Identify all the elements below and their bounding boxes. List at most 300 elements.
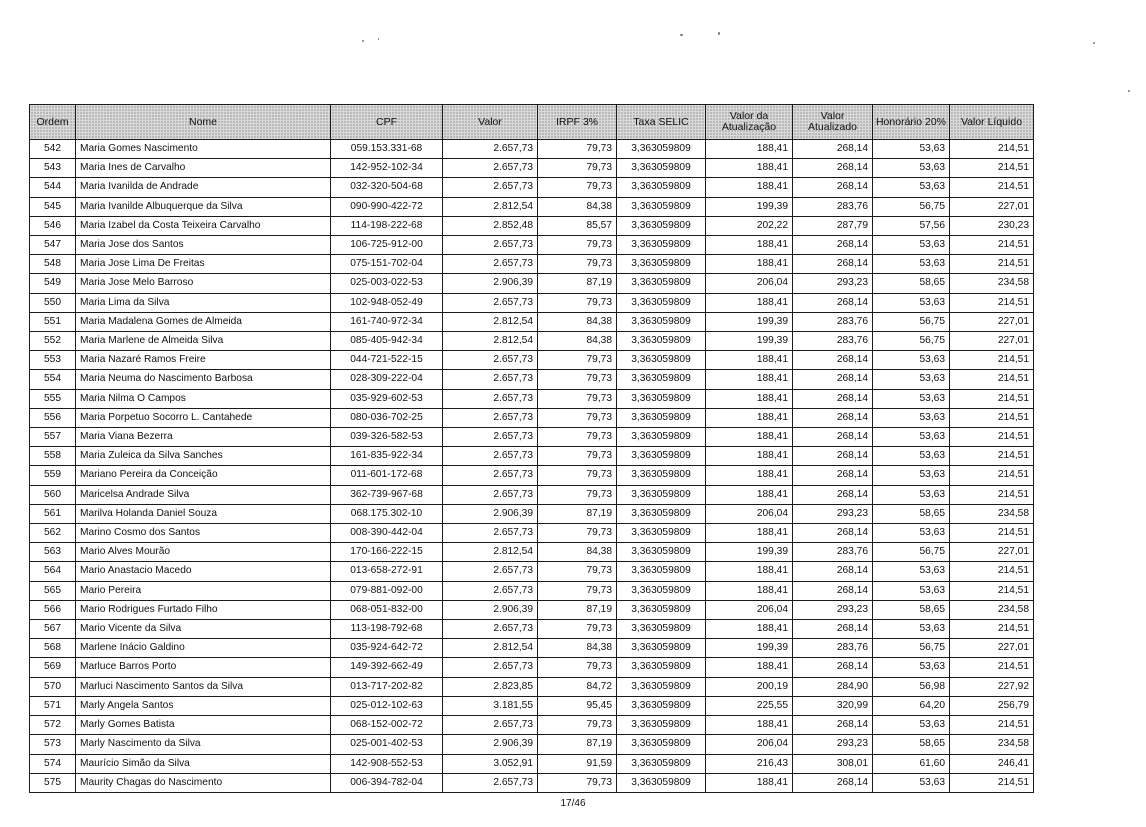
cell-cpf: 059.153.331-68	[331, 140, 443, 159]
cell-honorario: 53,63	[873, 140, 950, 159]
cell-valor: 2.906,39	[443, 735, 538, 754]
table-row	[30, 140, 1034, 159]
cell-valor-atualizacao: 188,41	[706, 389, 793, 408]
cell-cpf: 039-326-582-53	[331, 428, 443, 447]
cell-irpf: 79,73	[538, 428, 617, 447]
cell-irpf: 79,73	[538, 255, 617, 274]
cell-taxa: 3,363059809	[617, 754, 706, 773]
cell-cpf: 068-152-002-72	[331, 716, 443, 735]
cell-valor-atualizado: 308,01	[793, 754, 873, 773]
cell-honorario: 53,63	[873, 447, 950, 466]
table-row	[30, 562, 1034, 581]
cell-valor-atualizacao: 188,41	[706, 428, 793, 447]
table-row	[30, 428, 1034, 447]
table-row	[30, 159, 1034, 178]
cell-taxa: 3,363059809	[617, 562, 706, 581]
cell-ordem: 545	[30, 197, 76, 216]
cell-valor-atualizado: 268,14	[793, 370, 873, 389]
cell-valor-atualizado: 268,14	[793, 255, 873, 274]
cell-valor: 2.657,73	[443, 389, 538, 408]
cell-irpf: 79,73	[538, 562, 617, 581]
cell-valor: 2.657,73	[443, 773, 538, 792]
cell-valor-atualizado: 293,23	[793, 274, 873, 293]
cell-valor-liquido: 214,51	[950, 658, 1034, 677]
cell-ordem: 558	[30, 447, 76, 466]
cell-honorario: 53,63	[873, 159, 950, 178]
cell-valor-atualizacao: 199,39	[706, 312, 793, 331]
cell-valor-atualizacao: 206,04	[706, 274, 793, 293]
cell-cpf: 113-198-792-68	[331, 620, 443, 639]
cell-valor: 2.812,54	[443, 639, 538, 658]
cell-nome: Maria Ines de Carvalho	[76, 159, 331, 178]
cell-irpf: 79,73	[538, 447, 617, 466]
cell-ordem: 573	[30, 735, 76, 754]
table-row	[30, 447, 1034, 466]
cell-valor-atualizado: 287,79	[793, 216, 873, 235]
cell-valor-atualizado: 268,14	[793, 773, 873, 792]
cell-cpf: 068.175.302-10	[331, 504, 443, 523]
cell-irpf: 87,19	[538, 504, 617, 523]
cell-honorario: 53,63	[873, 485, 950, 504]
cell-nome: Marlene Inácio Galdino	[76, 639, 331, 658]
cell-irpf: 87,19	[538, 600, 617, 619]
cell-nome: Maria Zuleica da Silva Sanches	[76, 447, 331, 466]
cell-valor-atualizacao: 188,41	[706, 620, 793, 639]
cell-cpf: 028-309-222-04	[331, 370, 443, 389]
table-row	[30, 351, 1034, 370]
cell-cpf: 161-835-922-34	[331, 447, 443, 466]
cell-valor-liquido: 214,51	[950, 255, 1034, 274]
cell-honorario: 58,65	[873, 504, 950, 523]
cell-taxa: 3,363059809	[617, 639, 706, 658]
cell-taxa: 3,363059809	[617, 159, 706, 178]
cell-taxa: 3,363059809	[617, 658, 706, 677]
cell-nome: Maria Viana Bezerra	[76, 428, 331, 447]
cell-valor-atualizacao: 225,55	[706, 696, 793, 715]
cell-valor-atualizacao: 188,41	[706, 581, 793, 600]
cell-taxa: 3,363059809	[617, 312, 706, 331]
cell-valor: 2.657,73	[443, 351, 538, 370]
cell-valor: 2.812,54	[443, 332, 538, 351]
cell-cpf: 035-929-602-53	[331, 389, 443, 408]
cell-irpf: 79,73	[538, 351, 617, 370]
cell-valor: 2.657,73	[443, 408, 538, 427]
cell-cpf: 011-601-172-68	[331, 466, 443, 485]
table-row	[30, 274, 1034, 293]
cell-valor-atualizacao: 202,22	[706, 216, 793, 235]
cell-valor: 2.906,39	[443, 600, 538, 619]
cell-cpf: 006-394-782-04	[331, 773, 443, 792]
cell-taxa: 3,363059809	[617, 216, 706, 235]
cell-taxa: 3,363059809	[617, 600, 706, 619]
cell-valor-liquido: 227,01	[950, 543, 1034, 562]
cell-valor-atualizado: 268,14	[793, 236, 873, 255]
cell-honorario: 53,63	[873, 255, 950, 274]
cell-valor-atualizacao: 216,43	[706, 754, 793, 773]
cell-irpf: 79,73	[538, 620, 617, 639]
cell-honorario: 53,63	[873, 178, 950, 197]
cell-valor: 2.657,73	[443, 293, 538, 312]
cell-irpf: 84,38	[538, 543, 617, 562]
cell-ordem: 551	[30, 312, 76, 331]
cell-valor-atualizado: 268,14	[793, 293, 873, 312]
cell-irpf: 79,73	[538, 524, 617, 543]
cell-nome: Maria Nazaré Ramos Freire	[76, 351, 331, 370]
cell-valor: 2.657,73	[443, 485, 538, 504]
cell-cpf: 142-908-552-53	[331, 754, 443, 773]
cell-valor-atualizado: 283,76	[793, 639, 873, 658]
cell-irpf: 79,73	[538, 178, 617, 197]
cell-valor: 2.657,73	[443, 466, 538, 485]
cell-cpf: 025-012-102-63	[331, 696, 443, 715]
cell-ordem: 553	[30, 351, 76, 370]
cell-valor-atualizacao: 188,41	[706, 562, 793, 581]
cell-nome: Mario Alves Mourão	[76, 543, 331, 562]
table-row	[30, 543, 1034, 562]
cell-nome: Mario Rodrigues Furtado Filho	[76, 600, 331, 619]
cell-valor-atualizacao: 188,41	[706, 773, 793, 792]
cell-taxa: 3,363059809	[617, 197, 706, 216]
cell-valor-liquido: 214,51	[950, 293, 1034, 312]
cell-valor-atualizado: 283,76	[793, 332, 873, 351]
cell-valor: 2.657,73	[443, 581, 538, 600]
cell-ordem: 571	[30, 696, 76, 715]
column-header-ordem: Ordem	[30, 105, 76, 140]
cell-honorario: 56,75	[873, 639, 950, 658]
cell-taxa: 3,363059809	[617, 485, 706, 504]
cell-cpf: 044-721-522-15	[331, 351, 443, 370]
column-header-valor: Valor	[443, 105, 538, 140]
cell-nome: Maria Ivanilde Albuquerque da Silva	[76, 197, 331, 216]
table-row	[30, 408, 1034, 427]
cell-cpf: 035-924-642-72	[331, 639, 443, 658]
cell-irpf: 79,73	[538, 466, 617, 485]
cell-taxa: 3,363059809	[617, 255, 706, 274]
cell-irpf: 84,38	[538, 312, 617, 331]
table-row	[30, 197, 1034, 216]
cell-valor-liquido: 214,51	[950, 351, 1034, 370]
column-header-valor-atualizacao: Valor da Atualização	[706, 105, 793, 140]
table-row	[30, 773, 1034, 792]
cell-irpf: 79,73	[538, 581, 617, 600]
cell-nome: Maria Gomes Nascimento	[76, 140, 331, 159]
cell-valor: 2.657,73	[443, 159, 538, 178]
table-row	[30, 389, 1034, 408]
cell-taxa: 3,363059809	[617, 408, 706, 427]
table-row	[30, 677, 1034, 696]
cell-irpf: 84,38	[538, 639, 617, 658]
cell-valor-atualizado: 268,14	[793, 428, 873, 447]
column-header-irpf: IRPF 3%	[538, 105, 617, 140]
cell-honorario: 58,65	[873, 600, 950, 619]
table-row	[30, 332, 1034, 351]
cell-cpf: 170-166-222-15	[331, 543, 443, 562]
cell-valor-atualizacao: 188,41	[706, 178, 793, 197]
cell-nome: Mario Anastacio Macedo	[76, 562, 331, 581]
cell-taxa: 3,363059809	[617, 735, 706, 754]
cell-valor: 2.657,73	[443, 447, 538, 466]
table-row	[30, 716, 1034, 735]
cell-ordem: 569	[30, 658, 76, 677]
cell-valor-liquido: 246,41	[950, 754, 1034, 773]
cell-valor-liquido: 234,58	[950, 504, 1034, 523]
cell-valor-atualizacao: 199,39	[706, 332, 793, 351]
cell-valor-atualizado: 268,14	[793, 178, 873, 197]
cell-honorario: 53,63	[873, 428, 950, 447]
cell-valor-liquido: 214,51	[950, 620, 1034, 639]
cell-honorario: 53,63	[873, 370, 950, 389]
cell-valor-atualizacao: 199,39	[706, 543, 793, 562]
table-row	[30, 236, 1034, 255]
table-row	[30, 370, 1034, 389]
cell-cpf: 090-990-422-72	[331, 197, 443, 216]
cell-nome: Maria Lima da Silva	[76, 293, 331, 312]
cell-valor: 2.906,39	[443, 274, 538, 293]
cell-cpf: 008-390-442-04	[331, 524, 443, 543]
cell-valor-atualizacao: 188,41	[706, 447, 793, 466]
cell-valor-atualizacao: 199,39	[706, 197, 793, 216]
cell-valor-liquido: 227,01	[950, 197, 1034, 216]
cell-nome: Maria Jose dos Santos	[76, 236, 331, 255]
cell-valor: 2.657,73	[443, 140, 538, 159]
cell-irpf: 79,73	[538, 140, 617, 159]
cell-nome: Maria Madalena Gomes de Almeida	[76, 312, 331, 331]
cell-valor-atualizado: 268,14	[793, 389, 873, 408]
cell-ordem: 542	[30, 140, 76, 159]
table-row	[30, 216, 1034, 235]
cell-valor-atualizacao: 188,41	[706, 255, 793, 274]
cell-ordem: 565	[30, 581, 76, 600]
cell-taxa: 3,363059809	[617, 447, 706, 466]
cell-nome: Maria Nilma O Campos	[76, 389, 331, 408]
cell-valor-atualizado: 320,99	[793, 696, 873, 715]
cell-taxa: 3,363059809	[617, 140, 706, 159]
cell-valor-liquido: 214,51	[950, 408, 1034, 427]
cell-valor-liquido: 227,01	[950, 639, 1034, 658]
cell-valor-liquido: 214,51	[950, 524, 1034, 543]
cell-honorario: 53,63	[873, 620, 950, 639]
cell-valor-liquido: 214,51	[950, 581, 1034, 600]
cell-nome: Maria Porpetuo Socorro L. Cantahede	[76, 408, 331, 427]
cell-valor: 2.657,73	[443, 562, 538, 581]
scan-speck	[1093, 42, 1095, 44]
cell-valor-atualizado: 268,14	[793, 466, 873, 485]
cell-ordem: 570	[30, 677, 76, 696]
cell-valor: 2.657,73	[443, 620, 538, 639]
scan-speck	[362, 40, 364, 42]
cell-ordem: 563	[30, 543, 76, 562]
cell-ordem: 560	[30, 485, 76, 504]
cell-honorario: 53,63	[873, 236, 950, 255]
cell-honorario: 53,63	[873, 581, 950, 600]
cell-valor-liquido: 256,79	[950, 696, 1034, 715]
table-row	[30, 293, 1034, 312]
cell-cpf: 362-739-967-68	[331, 485, 443, 504]
cell-cpf: 075-151-702-04	[331, 255, 443, 274]
cell-nome: Marino Cosmo dos Santos	[76, 524, 331, 543]
cell-cpf: 102-948-052-49	[331, 293, 443, 312]
cell-valor-atualizado: 268,14	[793, 159, 873, 178]
cell-valor: 2.657,73	[443, 236, 538, 255]
cell-honorario: 56,75	[873, 312, 950, 331]
cell-valor-atualizacao: 188,41	[706, 485, 793, 504]
cell-valor-atualizado: 268,14	[793, 447, 873, 466]
cell-cpf: 080-036-702-25	[331, 408, 443, 427]
header-row	[30, 105, 1034, 140]
cell-valor-atualizado: 268,14	[793, 716, 873, 735]
cell-taxa: 3,363059809	[617, 389, 706, 408]
cell-honorario: 53,63	[873, 524, 950, 543]
table-row	[30, 312, 1034, 331]
cell-taxa: 3,363059809	[617, 178, 706, 197]
cell-valor-liquido: 227,01	[950, 312, 1034, 331]
cell-irpf: 79,73	[538, 408, 617, 427]
cell-valor-liquido: 230,23	[950, 216, 1034, 235]
cell-cpf: 161-740-972-34	[331, 312, 443, 331]
cell-valor-atualizado: 293,23	[793, 735, 873, 754]
cell-taxa: 3,363059809	[617, 773, 706, 792]
cell-nome: Mario Pereira	[76, 581, 331, 600]
cell-ordem: 566	[30, 600, 76, 619]
cell-valor-atualizacao: 188,41	[706, 293, 793, 312]
cell-irpf: 79,73	[538, 485, 617, 504]
cell-taxa: 3,363059809	[617, 543, 706, 562]
cell-valor-atualizacao: 199,39	[706, 639, 793, 658]
cell-valor: 2.657,73	[443, 428, 538, 447]
cell-ordem: 544	[30, 178, 76, 197]
cell-valor-atualizacao: 188,41	[706, 159, 793, 178]
cell-ordem: 547	[30, 236, 76, 255]
cell-taxa: 3,363059809	[617, 620, 706, 639]
cell-honorario: 61,60	[873, 754, 950, 773]
cell-irpf: 87,19	[538, 735, 617, 754]
cell-taxa: 3,363059809	[617, 332, 706, 351]
cell-valor-liquido: 214,51	[950, 485, 1034, 504]
cell-cpf: 085-405-942-34	[331, 332, 443, 351]
cell-honorario: 53,63	[873, 351, 950, 370]
cell-valor-atualizacao: 188,41	[706, 236, 793, 255]
cell-ordem: 552	[30, 332, 76, 351]
cell-valor-atualizacao: 206,04	[706, 600, 793, 619]
cell-valor-atualizado: 268,14	[793, 485, 873, 504]
cell-valor: 2.657,73	[443, 255, 538, 274]
column-header-honorario: Honorário 20%	[873, 105, 950, 140]
cell-ordem: 557	[30, 428, 76, 447]
cell-taxa: 3,363059809	[617, 716, 706, 735]
cell-valor-atualizado: 283,76	[793, 197, 873, 216]
cell-valor-atualizado: 268,14	[793, 408, 873, 427]
cell-nome: Maurity Chagas do Nascimento	[76, 773, 331, 792]
cell-valor: 2.657,73	[443, 524, 538, 543]
cell-honorario: 53,63	[873, 658, 950, 677]
cell-honorario: 53,63	[873, 562, 950, 581]
cell-taxa: 3,363059809	[617, 274, 706, 293]
column-header-valor-liquido: Valor Líquido	[950, 105, 1034, 140]
cell-ordem: 561	[30, 504, 76, 523]
beneficiary-table	[29, 104, 1034, 793]
cell-valor-atualizado: 293,23	[793, 504, 873, 523]
cell-honorario: 64,20	[873, 696, 950, 715]
table-row	[30, 504, 1034, 523]
cell-valor-atualizacao: 188,41	[706, 351, 793, 370]
cell-valor-liquido: 234,58	[950, 274, 1034, 293]
cell-valor-liquido: 214,51	[950, 236, 1034, 255]
cell-nome: Maria Jose Lima De Freitas	[76, 255, 331, 274]
table-row	[30, 696, 1034, 715]
cell-ordem: 562	[30, 524, 76, 543]
table-row	[30, 466, 1034, 485]
cell-valor-atualizacao: 188,41	[706, 658, 793, 677]
cell-ordem: 554	[30, 370, 76, 389]
cell-valor: 2.823,85	[443, 677, 538, 696]
cell-valor-atualizado: 284,90	[793, 677, 873, 696]
cell-valor: 2.657,73	[443, 658, 538, 677]
cell-ordem: 572	[30, 716, 76, 735]
cell-nome: Marly Gomes Batista	[76, 716, 331, 735]
column-header-valor-atualizado: Valor Atualizado	[793, 105, 873, 140]
cell-irpf: 79,73	[538, 159, 617, 178]
cell-taxa: 3,363059809	[617, 466, 706, 485]
cell-ordem: 575	[30, 773, 76, 792]
scan-speck	[1128, 90, 1130, 92]
cell-irpf: 79,73	[538, 370, 617, 389]
cell-valor-atualizacao: 188,41	[706, 140, 793, 159]
cell-irpf: 84,38	[538, 332, 617, 351]
table-row	[30, 524, 1034, 543]
cell-valor: 2.852,48	[443, 216, 538, 235]
cell-valor-atualizado: 268,14	[793, 562, 873, 581]
scan-speck	[378, 38, 379, 40]
cell-valor-atualizado: 268,14	[793, 658, 873, 677]
cell-honorario: 53,63	[873, 773, 950, 792]
cell-valor-atualizado: 268,14	[793, 140, 873, 159]
cell-ordem: 555	[30, 389, 76, 408]
cell-taxa: 3,363059809	[617, 428, 706, 447]
table-row	[30, 178, 1034, 197]
table-row	[30, 754, 1034, 773]
cell-nome: Marluci Nascimento Santos da Silva	[76, 677, 331, 696]
cell-nome: Marly Nascimento da Silva	[76, 735, 331, 754]
cell-valor: 2.657,73	[443, 178, 538, 197]
cell-valor-liquido: 214,51	[950, 389, 1034, 408]
cell-valor-liquido: 227,01	[950, 332, 1034, 351]
column-header-nome: Nome	[76, 105, 331, 140]
cell-taxa: 3,363059809	[617, 524, 706, 543]
cell-valor-liquido: 214,51	[950, 466, 1034, 485]
cell-valor-atualizado: 283,76	[793, 312, 873, 331]
cell-valor: 2.812,54	[443, 543, 538, 562]
cell-honorario: 58,65	[873, 274, 950, 293]
table-row	[30, 581, 1034, 600]
cell-honorario: 56,98	[873, 677, 950, 696]
cell-valor-atualizacao: 206,04	[706, 504, 793, 523]
table-row	[30, 255, 1034, 274]
cell-valor-liquido: 234,58	[950, 600, 1034, 619]
cell-irpf: 79,73	[538, 389, 617, 408]
cell-taxa: 3,363059809	[617, 236, 706, 255]
cell-valor-liquido: 214,51	[950, 447, 1034, 466]
cell-cpf: 013-658-272-91	[331, 562, 443, 581]
cell-taxa: 3,363059809	[617, 581, 706, 600]
cell-irpf: 79,73	[538, 773, 617, 792]
cell-taxa: 3,363059809	[617, 677, 706, 696]
cell-valor-atualizado: 283,76	[793, 543, 873, 562]
page-number: 17/46	[560, 798, 586, 809]
table-row	[30, 600, 1034, 619]
table-row	[30, 620, 1034, 639]
table-row	[30, 735, 1034, 754]
cell-honorario: 58,65	[873, 735, 950, 754]
